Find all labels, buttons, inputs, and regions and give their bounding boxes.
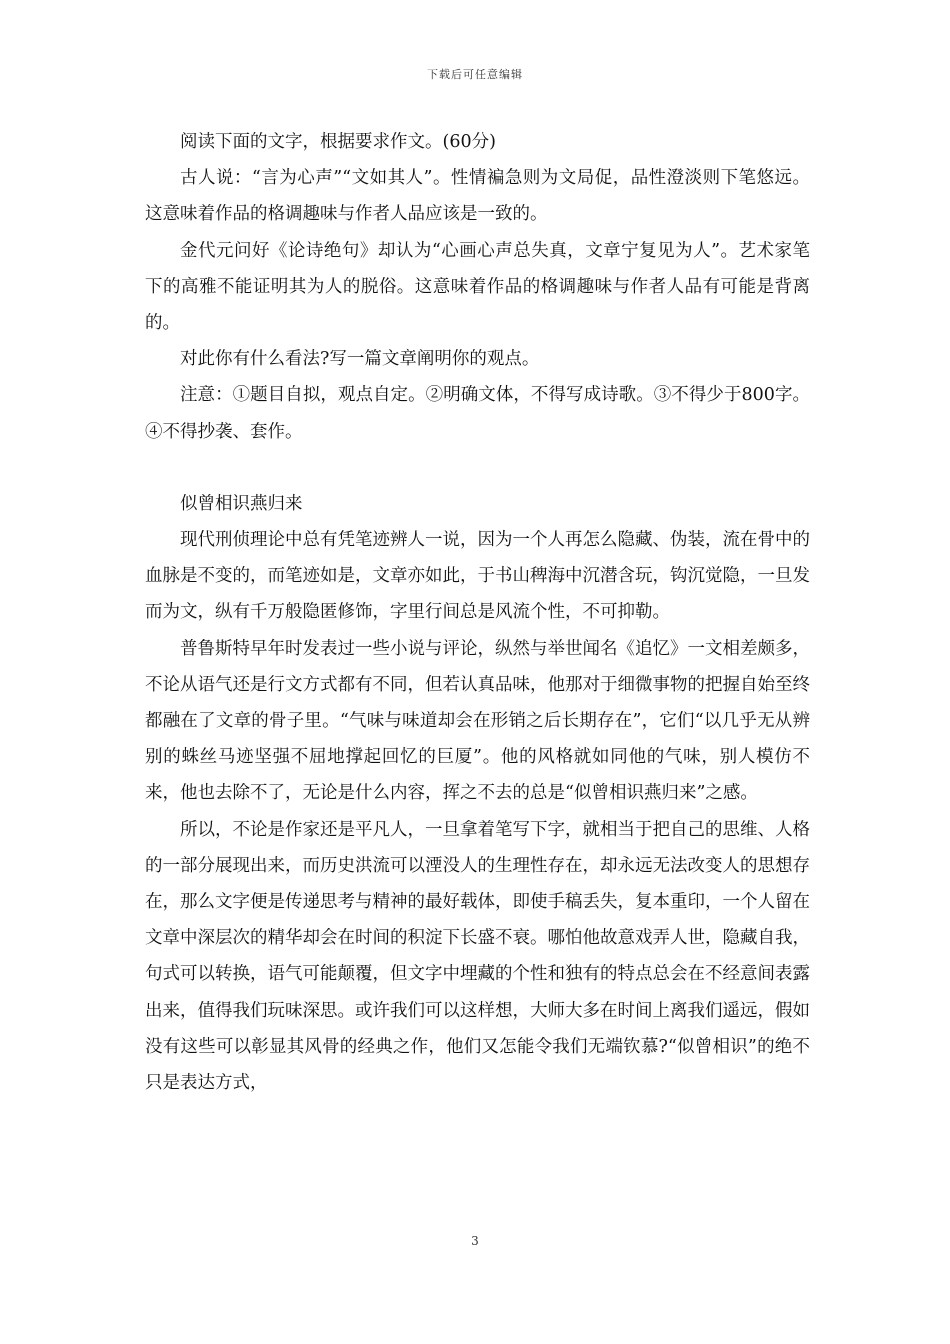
prompt-paragraph: 金代元问好《论诗绝句》却认为“心画心声总失真，文章宁复见为人”。艺术家笔下的高雅不能证明其为人的脱俗。这意味着作品的格调趣味与作者人品有可能是背离的。 (145, 240, 810, 334)
prompt-question: 对此你有什么看法?写一篇文章阐明你的观点。 (180, 349, 540, 370)
essay-paragraph: 所以，不论是作家还是平凡人，一旦拿着笔写下字，就相当于把自己的思维、人格的一部分展现出来，而历史洪流可以湮没人的生理性存在，却永远无法改变人的思想存在，那么文字便是传递思考与精神的最好载体，即使手稿丢失，复本重印，一个人留在文章中深层次的精华却会在时间的积淀下长盛不衰。哪怕他故意戏弄人世，隐藏自我，句式可以转换，语气可能颠覆，但文字中埋藏的个性和独有的特点总会在不经意间表露出来，值得我们玩味深思。或许我们可以这样想，大师大多在时间上离我们遥远，假如没有这些可以彰显其风骨的经典之作，他们又怎能令我们无端钦慕?“似曾相识”的绝不只是表达方式， (145, 819, 810, 1094)
essay-title: 似曾相识燕归来 (180, 493, 303, 514)
section-spacer (145, 450, 810, 486)
page-header-note: 下载后可任意编辑 (427, 68, 523, 81)
prompt-notes: 注意：①题目自拟，观点自定。②明确文体，不得写成诗歌。③不得少于800字。④不得抄袭、套作。 (145, 385, 810, 442)
page-number: 3 (471, 1234, 479, 1248)
essay-paragraph: 现代刑侦理论中总有凭笔迹辨人一说，因为一个人再怎么隐藏、伪装，流在骨中的血脉是不变的，而笔迹如是，文章亦如此，于书山稗海中沉潜含玩，钩沉觉隐，一旦发而为文，纵有千万般隐匿修饰，字里行间总是风流个性，不可抑勒。 (145, 530, 810, 623)
essay-paragraph: 普鲁斯特早年时发表过一些小说与评论，纵然与举世闻名《追忆》一文相差颇多，不论从语气还是行文方式都有不同，但若认真品味，他那对于细微事物的把握自始至终都融在了文章的骨子里。“气味与味道却会在形销之后长期存在”，它们“以几乎无从辨别的蛛丝马迹坚强不屈地撑起回忆的巨厦”。他的风格就如同他的气味，别人模仿不来，他也去除不了，无论是什么内容，挥之不去的总是“似曾相识燕归来”之感。 (145, 638, 810, 804)
document-body (145, 124, 810, 1101)
prompt-intro: 阅读下面的文字，根据要求作文。(60分) (180, 132, 496, 152)
prompt-paragraph: 古人说：“言为心声”“文如其人”。性情褊急则为文局促，品性澄淡则下笔悠远。这意味着作品的格调趣味与作者人品应该是一致的。 (145, 168, 810, 225)
